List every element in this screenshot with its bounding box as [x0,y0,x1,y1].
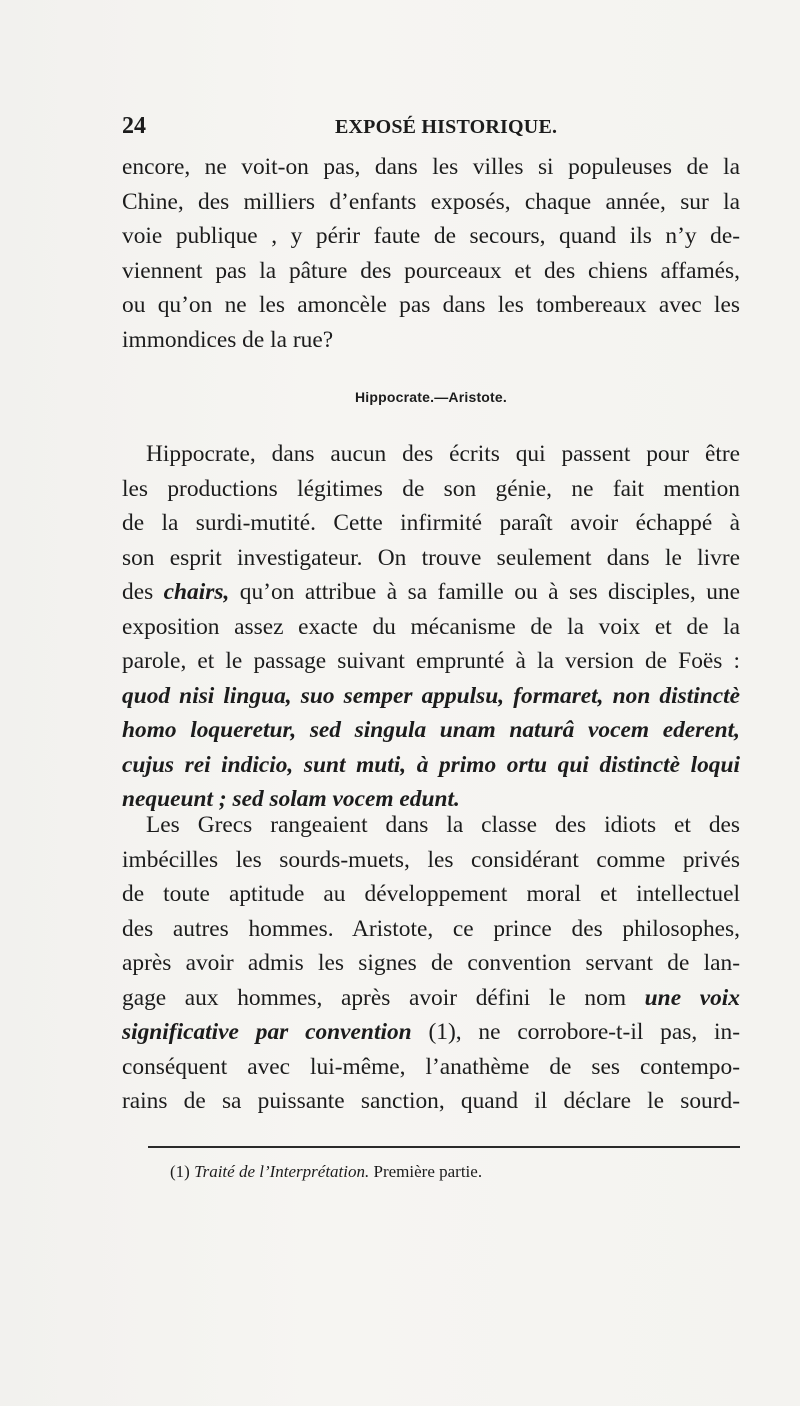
text-line: Les Grecs rangeaient dans la classe des idiots et des [146,812,740,838]
section-heading: Hippocrate.—Aristote. [355,389,507,405]
text-line: encore, ne voit-on pas, dans les villes si populeuses de la [122,154,740,180]
footnote-divider [148,1146,740,1148]
text-segment: des [122,579,164,605]
text-line: les productions légitimes de son génie, ne fait mention [122,475,740,502]
text-line [122,575,740,610]
text-segment: (1), ne corrobore-t-il pas, in- [411,1019,741,1045]
text-line: ou qu’on ne les amoncèle pas dans les tombereaux avec les [122,292,740,318]
footnote-rest: Première partie. [373,1162,483,1181]
text-line: de la surdi-mutité. Cette infirmité paraît avoir échappé à [122,510,740,536]
running-head: EXPOSÉ HISTORIQUE. [335,116,558,138]
text-line: immondices de la rue? [122,326,334,353]
italic-word: chairs, [163,579,230,605]
text-line: viennent pas la pâture des pourceaux et des chiens affamés, [122,257,740,284]
page-header [122,113,740,143]
footnote-marker: (1) [170,1162,190,1181]
paragraph-2 [122,437,740,817]
text-line: Hippocrate, dans aucun des écrits qui passent pour être [146,441,740,467]
italic-phrase: significative par convention [122,1019,412,1045]
latin-quote-line: quod nisi lingua, suo semper appulsu, formaret, non distinctè [122,682,740,709]
text-line [122,981,740,1016]
text-line: conséquent avec lui-même, l’anathème de ses contempo- [122,1053,740,1080]
page-number: 24 [122,113,146,139]
text-segment: gage aux hommes, après avoir défini le nom [122,984,645,1011]
footnote [170,1162,482,1182]
text-line: son esprit investigateur. On trouve seulement dans le livre [122,544,740,571]
text-line: Chine, des milliers d’enfants exposés, chaque année, sur la [122,188,740,215]
text-line [122,1015,740,1050]
paragraph-1 [122,150,740,357]
text-line: après avoir admis les signes de convention servant de lan- [122,950,740,976]
italic-phrase: une voix [644,984,740,1011]
text-segment: qu’on attribue à sa famille ou à ses disciples, une [229,579,740,605]
paragraph-3 [122,808,740,1119]
text-line: de toute aptitude au développement moral et intellectuel [122,881,740,907]
text-line: imbécilles les sourds-muets, les considérant comme privés [122,846,740,873]
footnote-title: Traité de l’Interprétation. [194,1162,370,1181]
text-line: exposition assez exacte du mécanisme de la voix et de la [122,613,740,640]
latin-quote-line: nequeunt ; sed solam vocem edunt. [122,786,460,812]
text-line: voie publique , y périr faute de secours, quand ils n’y de- [122,223,740,249]
text-line: rains de sa puissante sanction, quand il déclare le sourd- [122,1088,740,1114]
text-line: des autres hommes. Aristote, ce prince des philosophes, [122,915,740,942]
latin-quote-line: cujus rei indicio, sunt muti, à primo ortu qui distinctè loqui [122,751,740,778]
latin-quote-line: homo loqueretur, sed singula unam naturâ vocem ederent, [122,717,740,743]
text-line: parole, et le passage suivant emprunté à la version de Foës : [122,648,740,674]
